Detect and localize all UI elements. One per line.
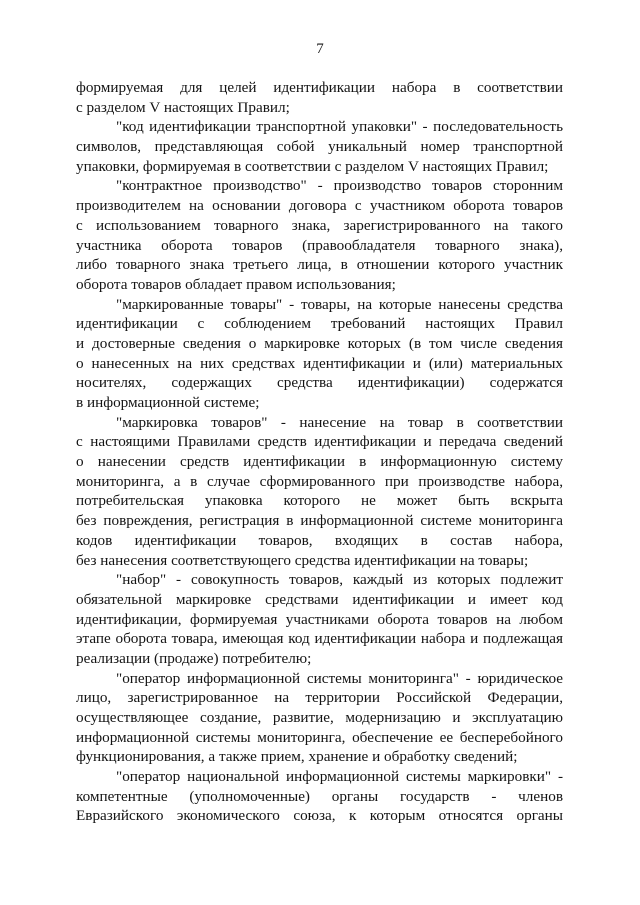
text-line: без повреждения, регистрация в информационной системе мониторинга bbox=[76, 512, 563, 530]
text-line: о нанесенных на них средствах идентификации и (или) материальных bbox=[76, 354, 563, 372]
text-line: кодов идентификации товаров, входящих в состав набора, bbox=[76, 531, 563, 549]
text-line: символов, представляющая собой уникальный номер транспортной bbox=[76, 138, 563, 156]
text-line: лицо, зарегистрированное на территории Российской Федерации, bbox=[76, 689, 563, 707]
text-line: обязательной маркировке средствами идентификации и имеет код bbox=[76, 590, 563, 608]
text-line: "контрактное производство" - производство товаров сторонним bbox=[116, 177, 563, 195]
text-line: участника оборота товаров (правообладателя товарного знака), bbox=[76, 236, 563, 254]
page-number: 7 bbox=[316, 41, 324, 57]
text-line: "код идентификации транспортной упаковки" - последовательность bbox=[116, 118, 563, 136]
text-line: формируемая для целей идентификации набора в соответствии bbox=[76, 79, 563, 96]
text-line: о нанесении средств идентификации в информационную систему bbox=[76, 453, 563, 471]
text-line: информационной системы мониторинга, обеспечение ее бесперебойного bbox=[76, 728, 563, 746]
text-line: идентификации, формируемая участниками оборота товаров на любом bbox=[76, 610, 563, 628]
text-line: в информационной системе; bbox=[76, 394, 260, 411]
text-line: оборота товаров обладает правом использования; bbox=[76, 275, 396, 293]
text-line: с настоящими Правилами средств идентификации и передача сведений bbox=[76, 433, 563, 451]
text-line: "оператор информационной системы мониторинга" - юридическое bbox=[116, 669, 563, 687]
text-line: либо товарного знака третьего лица, в отношении которого участник bbox=[76, 256, 563, 274]
text-line: без нанесения соответствующего средства идентификации на товары; bbox=[76, 551, 529, 569]
text-line: мониторинга, а в случае сформированного при производстве набора, bbox=[76, 472, 563, 490]
text-line: "маркированные товары" - товары, на которые нанесены средства bbox=[116, 295, 563, 313]
text-line: идентификации с соблюдением требований настоящих Правил bbox=[76, 315, 563, 333]
text-line: этапе оборота товара, имеющая код идентификации набора и подлежащая bbox=[76, 630, 563, 648]
text-line: реализации (продаже) потребителю; bbox=[76, 649, 312, 667]
text-line: "набор" - совокупность товаров, каждый из которых подлежит bbox=[116, 571, 563, 589]
text-line: "маркировка товаров" - нанесение на товар в соответствии bbox=[116, 413, 563, 431]
text-line: и достоверные сведения о маркировке которых (в том числе сведения bbox=[76, 334, 563, 352]
text-line: упаковки, формируемая в соответствии с разделом V настоящих Правил; bbox=[76, 157, 549, 175]
text-line: с разделом V настоящих Правил; bbox=[76, 98, 290, 116]
text-line: Евразийского экономического союза, к которым относятся органы bbox=[76, 807, 563, 825]
text-line: компетентные (уполномоченные) органы государств - членов bbox=[76, 787, 563, 805]
document-body bbox=[76, 78, 563, 826]
text-line: функционирования, а также прием, хранение и обработку сведений; bbox=[76, 748, 518, 766]
text-line: носителях, содержащих средства идентификации) содержатся bbox=[76, 374, 563, 392]
text-line: осуществляющее создание, развитие, модернизацию и эксплуатацию bbox=[76, 709, 563, 726]
text-line: "оператор национальной информационной системы маркировки" - bbox=[116, 768, 563, 786]
text-line: производителем на основании договора с участником оборота товаров bbox=[76, 197, 563, 215]
text-line: потребительская упаковка которого не может быть вскрыта bbox=[76, 492, 563, 510]
text-line: с использованием товарного знака, зарегистрированного на такого bbox=[76, 216, 563, 234]
